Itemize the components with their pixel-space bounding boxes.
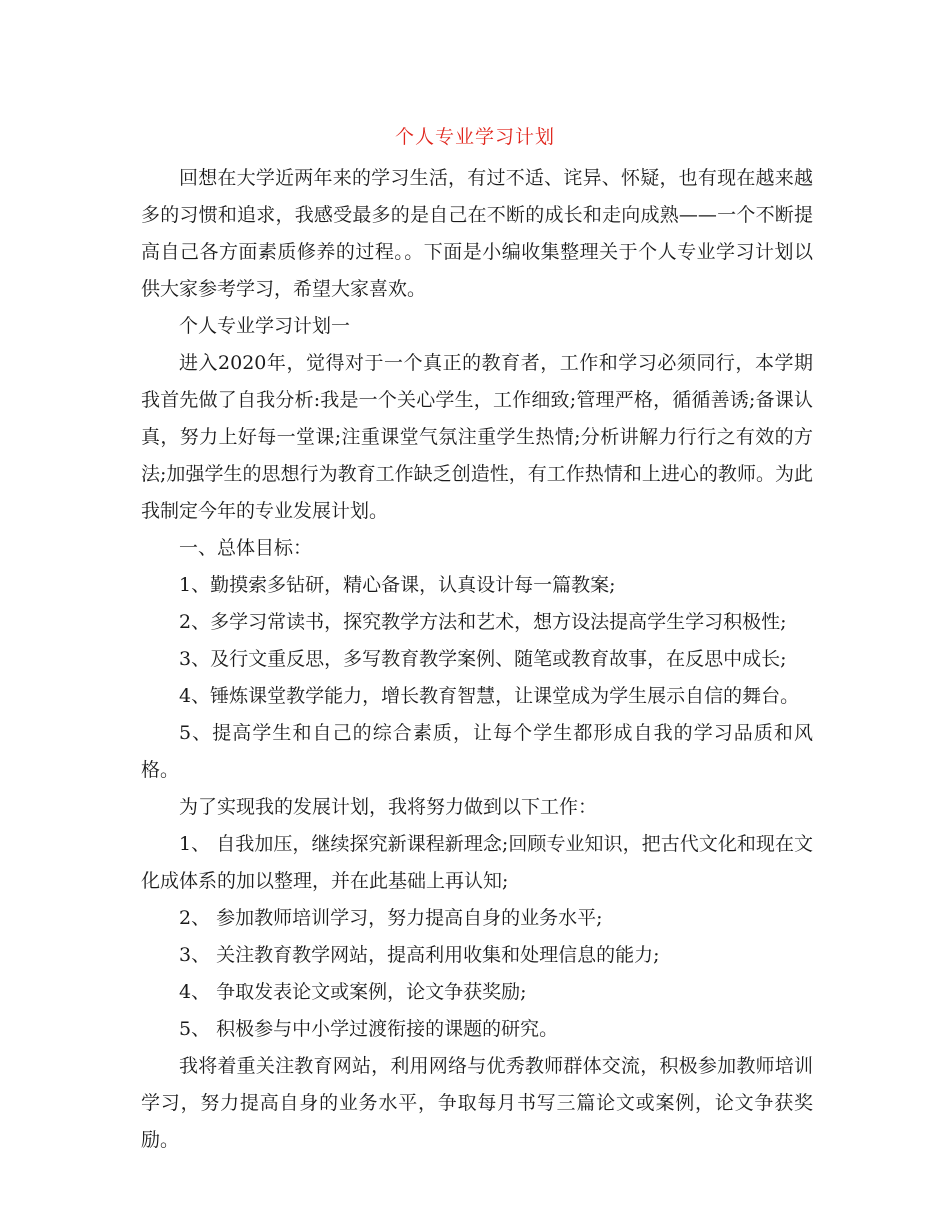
paragraph-closing: 我将着重关注教育网站，利用网络与优秀教师群体交流，积极参加教师培训学习，努力提高自身的业务水平，争取每月书写三篇论文或案例，论文争获奖励。 [141, 1055, 813, 1151]
goal-item-3: 3、及行文重反思，多写教育教学案例、随笔或教育故事，在反思中成长; [179, 648, 787, 670]
document-body [141, 160, 813, 1159]
work-item-5: 5、 积极参与中小学过渡衔接的课题的研究。 [179, 1018, 559, 1040]
work-item-4: 4、 争取发表论文或案例，论文争获奖励; [179, 981, 527, 1003]
work-item-2: 2、 参加教师培训学习，努力提高自身的业务水平; [179, 907, 603, 929]
section-heading-overall-goals: 一、总体目标： [179, 537, 313, 559]
goal-item-4: 4、锤炼课堂教学能力，增长教育智慧，让课堂成为学生展示自信的舞台。 [179, 685, 800, 707]
goal-item-5: 5、提高学生和自己的综合素质，让每个学生都形成自我的学习品质和风格。 [141, 722, 813, 781]
document-title: 个人专业学习计划 [394, 126, 555, 148]
work-item-3: 3、 关注教育教学网站，提高利用收集和处理信息的能力; [179, 944, 660, 966]
paragraph-self-analysis: 进入2020年，觉得对于一个真正的教育者，工作和学习必须同行，本学期我首先做了自我分析:我是一个关心学生，工作细致;管理严格，循循善诱;备课认真，努力上好每一堂课;注重课堂气氛注重学生热情;分析讲解力行行之有效的方法;加强学生的思想行为教育工作缺乏创造性，有工作热情和上进心的教师。为此我制定今年的专业发展计划。 [141, 352, 813, 522]
work-item-1: 1、 自我加压，继续探究新课程新理念;回顾专业知识，把古代文化和现在文化成体系的加以整理，并在此基础上再认知; [141, 833, 813, 892]
goal-item-2: 2、多学习常读书，探究教学方法和艺术，想方设法提高学生学习积极性; [179, 611, 787, 633]
goal-item-1: 1、勤摸索多钻研，精心备课，认真设计每一篇教案; [179, 574, 616, 596]
paragraph-intro: 回想在大学近两年来的学习生活，有过不适、诧异、怀疑，也有现在越来越多的习惯和追求，我感受最多的是自己在不断的成长和走向成熟——一个不断提高自己各方面素质修养的过程。。下面是小编收集整理关于个人专业学习计划以供大家参考学习，希望大家喜欢。 [141, 167, 813, 300]
paragraph-work-intro: 为了实现我的发展计划，我将努力做到以下工作： [179, 796, 598, 818]
section-heading-plan-one: 个人专业学习计划一 [179, 315, 351, 337]
